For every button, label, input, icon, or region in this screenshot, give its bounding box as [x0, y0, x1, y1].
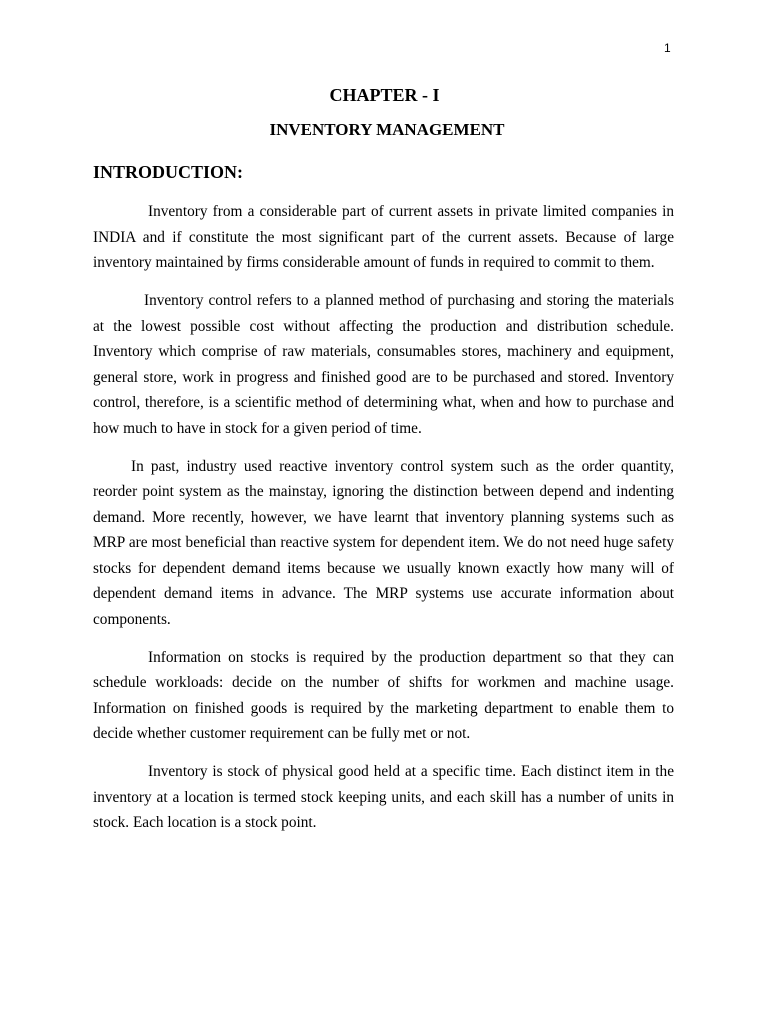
chapter-title-block	[0, 85, 768, 106]
page-number: 1	[664, 41, 671, 55]
paragraph: Inventory is stock of physical good held at a specific time. Each distinct item in the inventory at a location is termed stock keeping units, and each skill has a number of units in stock. Each location is a stock point.	[93, 763, 674, 831]
paragraph: Inventory from a considerable part of current assets in private limited companies in INDIA and if constitute the most significant part of the current assets. Because of large inventory maintained by firms considerable amount of funds in required to commit to them.	[93, 203, 674, 271]
paragraph: Information on stocks is required by the production department so that they can schedule workloads: decide on the number of shifts for workmen and machine usage. Information on finished goods is required by the marketing department to enable them to decide whether customer requirement can be fully met or not.	[93, 648, 674, 742]
chapter-subtitle-block	[0, 120, 768, 140]
chapter-title: CHAPTER - I	[329, 85, 440, 105]
paragraph: In past, industry used reactive inventory control system such as the order quantity, reorder point system as the mainstay, ignoring the distinction between depend and indenting demand. More recently, however, we have learnt that inventory planning systems such as MRP are most beneficial than reactive system for dependent item. We do not need huge safety stocks for dependent demand items because we usually known exactly how many will of dependent demand items in advance. The MRP systems use accurate information about components.	[93, 457, 674, 628]
section-heading: INTRODUCTION:	[93, 162, 244, 182]
body-text	[93, 199, 674, 848]
paragraph: Inventory control refers to a planned method of purchasing and storing the materials at the lowest possible cost without affecting the production and distribution schedule. Inventory which comprise of raw materials, consumables stores, machinery and equipment, general store, work in progress and finished good are to be purchased and stored. Inventory control, therefore, is a scientific method of determining what, when and how to purchase and how much to have in stock for a given period of time.	[93, 292, 674, 437]
chapter-subtitle: INVENTORY MANAGEMENT	[269, 120, 505, 139]
